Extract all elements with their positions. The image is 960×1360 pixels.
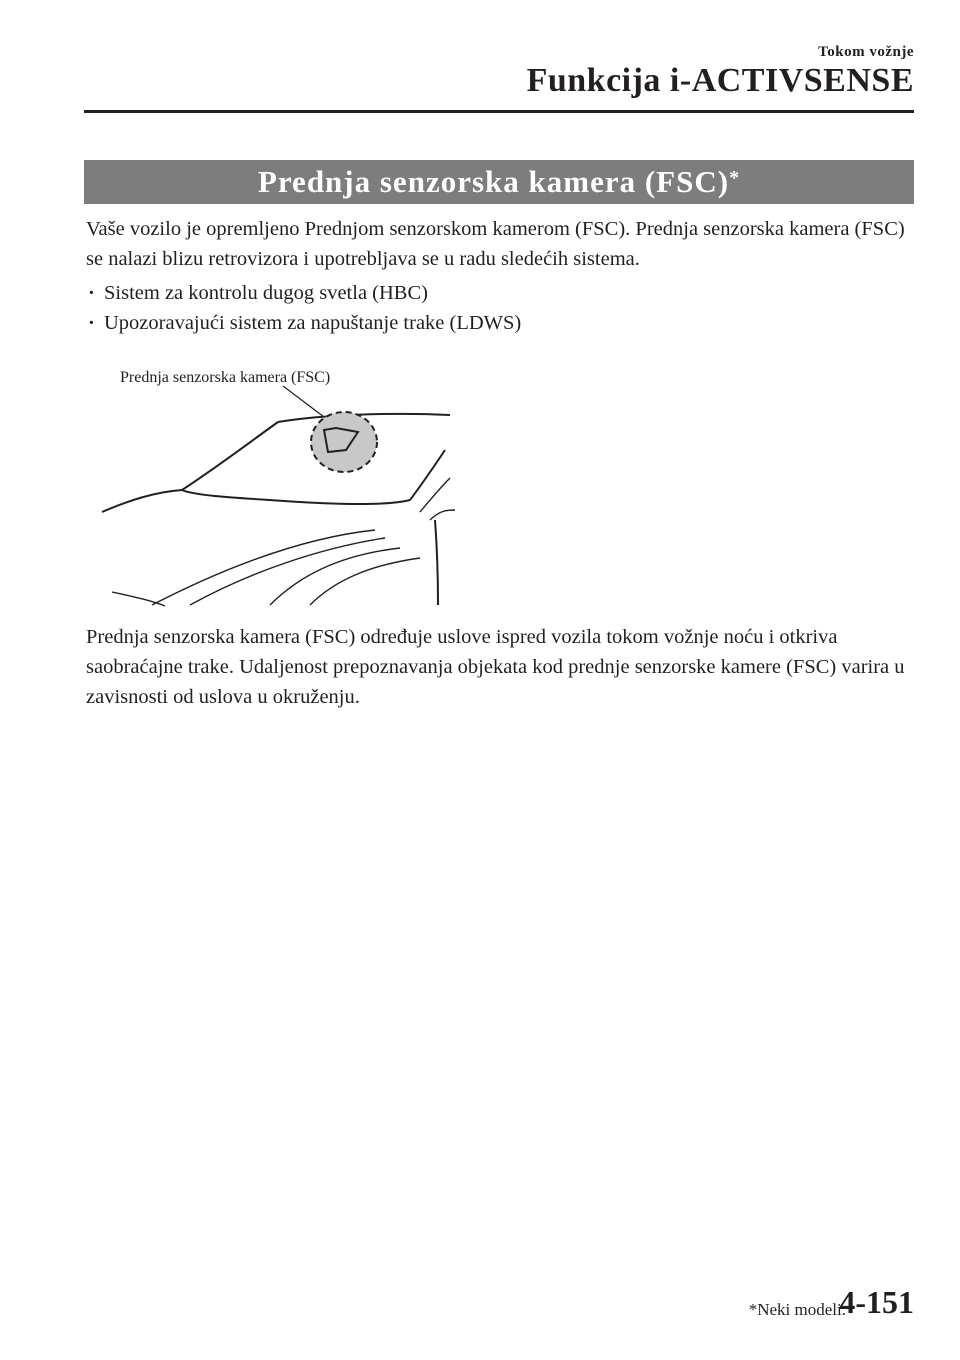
system-list <box>86 278 521 338</box>
banner-asterisk: * <box>729 166 741 189</box>
camera-highlight <box>311 412 377 472</box>
hood-crease <box>152 530 375 605</box>
door-edge <box>430 510 455 520</box>
a-pillar-inner <box>420 478 450 512</box>
header-rule <box>84 110 914 113</box>
list-item-text: Upozoravajući sistem za napuštanje trake (LDWS) <box>104 312 522 334</box>
list-item-text: Sistem za kontrolu dugog svetla (HBC) <box>104 282 428 304</box>
cowl-line <box>182 490 410 504</box>
fender-line <box>435 520 438 605</box>
camera-callout-label: Prednja senzorska kamera (FSC) <box>120 369 331 386</box>
page-number: 4-151 <box>839 1284 914 1320</box>
list-item <box>86 278 521 308</box>
banner-title: Prednja senzorska kamera (FSC) <box>257 164 730 199</box>
section-title: Funkcija i-ACTIVSENSE <box>526 62 914 99</box>
hood-crease <box>270 548 400 605</box>
footnote: *Neki modeli. <box>748 1300 846 1319</box>
hood-line <box>102 490 182 512</box>
bumper-edge <box>112 592 165 606</box>
windshield-camera-illustration <box>100 360 460 610</box>
list-item <box>86 308 521 338</box>
description-paragraph: Prednja senzorska kamera (FSC) određuje uslove ispred vozila tokom vožnje noću i otkriva saobraćajne trake. Udaljenost prepoznavanja objekata kod prednje senzorske kamere (FSC) varira u zavisnosti od uslova u okruženju. <box>86 626 905 708</box>
intro-paragraph: Vaše vozilo je opremljeno Prednjom senzorskom kamerom (FSC). Prednja senzorska kamera (FSC) se nalazi blizu retrovizora i upotrebljava se u radu sledećih sistema. <box>86 218 905 270</box>
bullet-dot: · <box>88 312 95 334</box>
a-pillar <box>410 450 445 500</box>
hood-crease <box>310 558 420 605</box>
chapter-title: Tokom vožnje <box>818 44 914 60</box>
bullet-dot: · <box>88 282 95 304</box>
windshield-edge <box>182 422 278 490</box>
topic-banner <box>84 160 914 204</box>
